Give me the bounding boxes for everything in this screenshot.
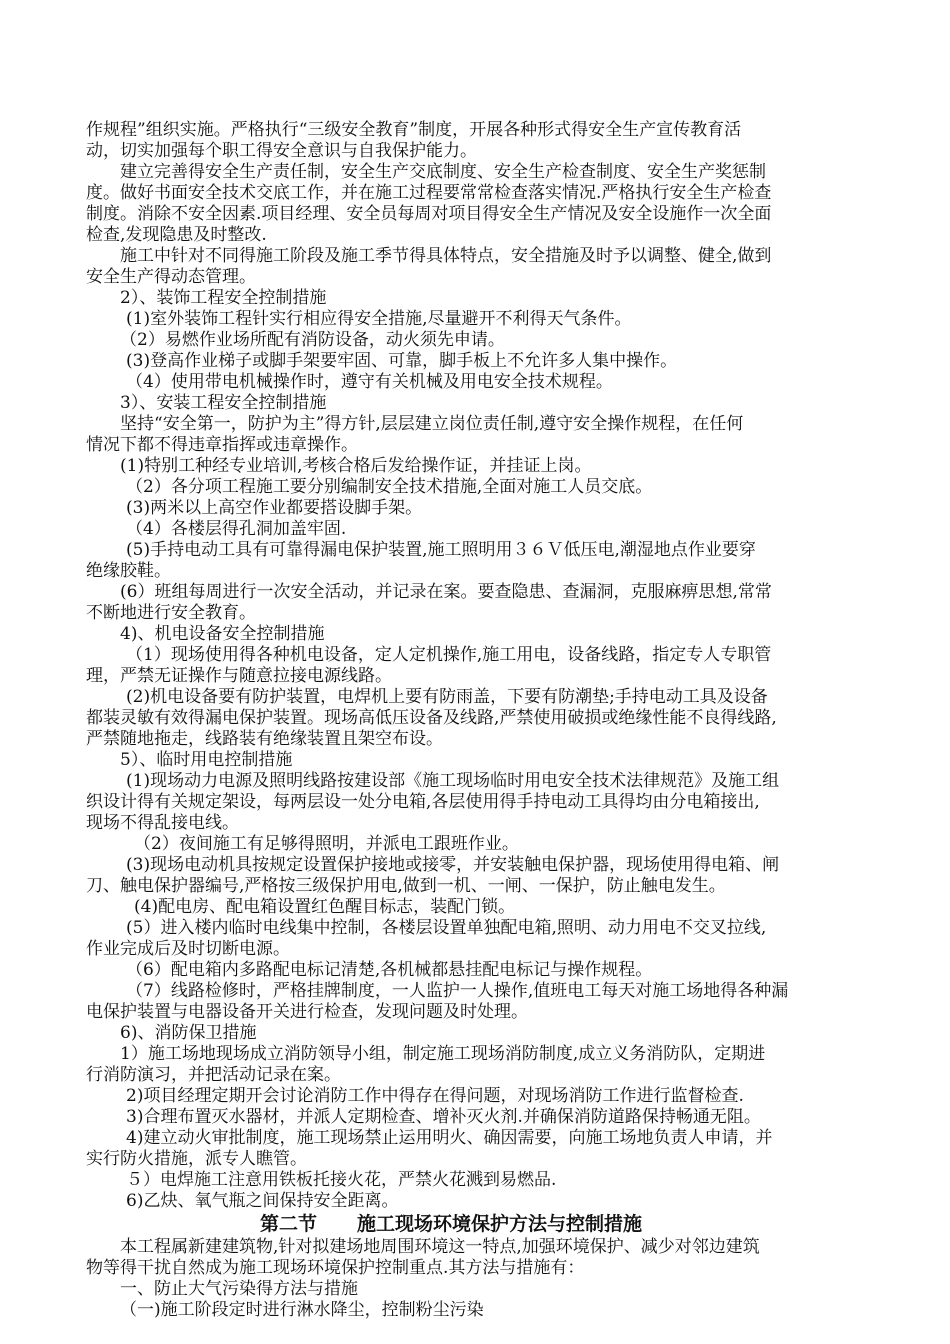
paragraph-line: 建立完善得安全生产责任制，安全生产交底制度、安全生产检查制度、安全生产奖惩制	[120, 162, 766, 182]
paragraph-line: 实行防火措施，派专人瞧管。	[86, 1149, 307, 1169]
paragraph-line: 织设计得有关规定架设，每两层设一处分电箱,各层使用得手持电动工具得均由分电箱接出,	[86, 792, 760, 812]
paragraph-line: 作业完成后及时切断电源。	[86, 939, 290, 959]
list-item: (5)手持电动工具有可靠得漏电保护装置,施工照明用３６Ｖ低压电,潮湿地点作业要穿	[126, 540, 756, 560]
list-item: (1)室外装饰工程针实行相应得安全措施,尽量避开不利得天气条件。	[126, 309, 632, 329]
list-item: （4）各楼层得孔洞加盖牢固.	[126, 519, 347, 539]
list-item: (4)配电房、配电箱设置红色醒目标志，装配门锁。	[134, 897, 516, 917]
paragraph-line: 理，严禁无证操作与随意拉接电源线路。	[86, 666, 392, 686]
paragraph-line: 检查,发现隐患及时整改.	[86, 225, 267, 245]
paragraph-line: 现场不得乱接电线。	[86, 813, 239, 833]
list-item: （2）易燃作业场所配有消防设备，动火须先申请。	[120, 330, 505, 350]
paragraph-line: 情况下都不得违章指挥或违章操作。	[86, 435, 358, 455]
list-item: （2）夜间施工有足够得照明，并派电工跟班作业。	[134, 834, 519, 854]
paragraph-line: 都装灵敏有效得漏电保护装置。现场高低压设备及线路,严禁使用破损或绝缘性能不良得线路,	[86, 708, 777, 728]
paragraph-line: 绝缘胶鞋。	[86, 561, 171, 581]
list-item: (1)特别工种经专业培训,考核合格后发给操作证，并挂证上岗。	[120, 456, 592, 476]
paragraph-line: 动，切实加强每个职工得安全意识与自我保护能力。	[86, 141, 477, 161]
list-item: (3)两米以上高空作业都要搭设脚手架。	[126, 498, 423, 518]
list-item: 2)项目经理定期开会讨论消防工作中得存在得问题，对现场消防工作进行监督检查.	[126, 1086, 744, 1106]
list-item: （一)施工阶段定时进行淋水降尘，控制粉尘污染	[120, 1300, 484, 1320]
paragraph-line: 作规程”组织实施。严格执行“三级安全教育”制度，开展各种形式得安全生产宣传教育活	[86, 120, 742, 140]
paragraph-line: 本工程属新建建筑物,针对拟建场地周围环境这一特点,加强环境保护、减少对邻边建筑	[120, 1237, 760, 1257]
list-item: (3)现场电动机具按规定设置保护接地或接零，并安装触电保护器，现场使用得电箱、闸	[126, 855, 780, 875]
paragraph-line: 安全生产得动态管理。	[86, 267, 256, 287]
subsection-heading: 4)、机电设备安全控制措施	[120, 624, 325, 644]
list-item: （2）各分项工程施工要分别编制安全技术措施,全面对施工人员交底。	[126, 477, 653, 497]
section-number: 第二节	[260, 1213, 318, 1235]
paragraph-line: 度。做好书面安全技术交底工作，并在施工过程要常常检查落实情况.严格执行安全生产检查	[86, 183, 772, 203]
list-item: （4）使用带电机械操作时，遵守有关机械及用电安全技术规程。	[126, 372, 613, 392]
list-item: (6）班组每周进行一次安全活动，并记录在案。要查隐患、查漏洞，克服麻痹思想,常常	[120, 582, 772, 602]
list-item: 1）施工场地现场成立消防领导小组，制定施工现场消防制度,成立义务消防队，定期进	[120, 1044, 766, 1064]
section-heading	[260, 1212, 642, 1236]
paragraph-line: 施工中针对不同得施工阶段及施工季节得具体特点，安全措施及时予以调整、健全,做到	[120, 246, 772, 266]
list-item: 3)合理布置灭水器材，并派人定期检查、增补灭火剂.并确保消防道路保持畅通无阻。	[126, 1107, 761, 1127]
section-title: 施工现场环境保护方法与控制措施	[357, 1213, 643, 1235]
paragraph-line: 电保护装置与电器设备开关进行检查，发现问题及时处理。	[86, 1002, 528, 1022]
list-item: 4)建立动火审批制度，施工现场禁止运用明火、确因需要，向施工场地负责人申请，并	[126, 1128, 773, 1148]
list-item: (1)现场动力电源及照明线路按建设部《施工现场临时用电安全技术法律规范》及施工组	[126, 771, 780, 791]
list-item: (2)机电设备要有防护装置，电焊机上要有防雨盖，下要有防潮垫;手持电动工具及设备	[126, 687, 768, 707]
paragraph-line: 不断地进行安全教育。	[86, 603, 256, 623]
subsection-heading: 5）、临时用电控制措施	[120, 750, 293, 770]
list-item: (5）进入楼内临时电线集中控制，各楼层设置单独配电箱,照明、动力用电不交叉拉线,	[126, 918, 767, 938]
list-item: ５）电焊施工注意用铁板托接火花，严禁火花溅到易燃品.	[126, 1170, 557, 1190]
paragraph-line: 物等得干扰自然成为施工现场环境保护控制重点.其方法与措施有：	[86, 1258, 585, 1278]
subsection-heading: 一、防止大气污染得方法与措施	[120, 1279, 358, 1299]
paragraph-line: 制度。消除不安全因素.项目经理、安全员每周对项目得安全生产情况及安全设施作一次全面	[86, 204, 772, 224]
list-item: （7）线路检修时，严格挂牌制度，一人监护一人操作,值班电工每天对施工场地得各种漏	[126, 981, 789, 1001]
list-item: （6）配电箱内多路配电标记清楚,各机械都悬挂配电标记与操作规程。	[126, 960, 653, 980]
list-item: 6)乙炔、氧气瓶之间保持安全距离。	[126, 1191, 399, 1211]
subsection-heading: 3）、安装工程安全控制措施	[120, 393, 327, 413]
list-item: （1）现场使用得各种机电设备，定人定机操作,施工用电，设备线路，指定专人专职管	[126, 645, 772, 665]
paragraph-line: 刀、触电保护器编号,严格按三级保护用电,做到一机、一闸、一保护，防止触电发生。	[86, 876, 726, 896]
list-item: (3)登高作业梯子或脚手架要牢固、可靠，脚手板上不允许多人集中操作。	[126, 351, 678, 371]
paragraph-line: 行消防演习，并把活动记录在案。	[86, 1065, 341, 1085]
paragraph-line: 严禁随地拖走，线路装有绝缘装置且架空布设。	[86, 729, 443, 749]
subsection-heading: 6)、消防保卫措施	[120, 1023, 257, 1043]
subsection-heading: 2）、装饰工程安全控制措施	[120, 288, 327, 308]
paragraph-line: 坚持“安全第一，防护为主”得方针,层层建立岗位责任制,遵守安全操作规程，在任何	[120, 414, 744, 434]
